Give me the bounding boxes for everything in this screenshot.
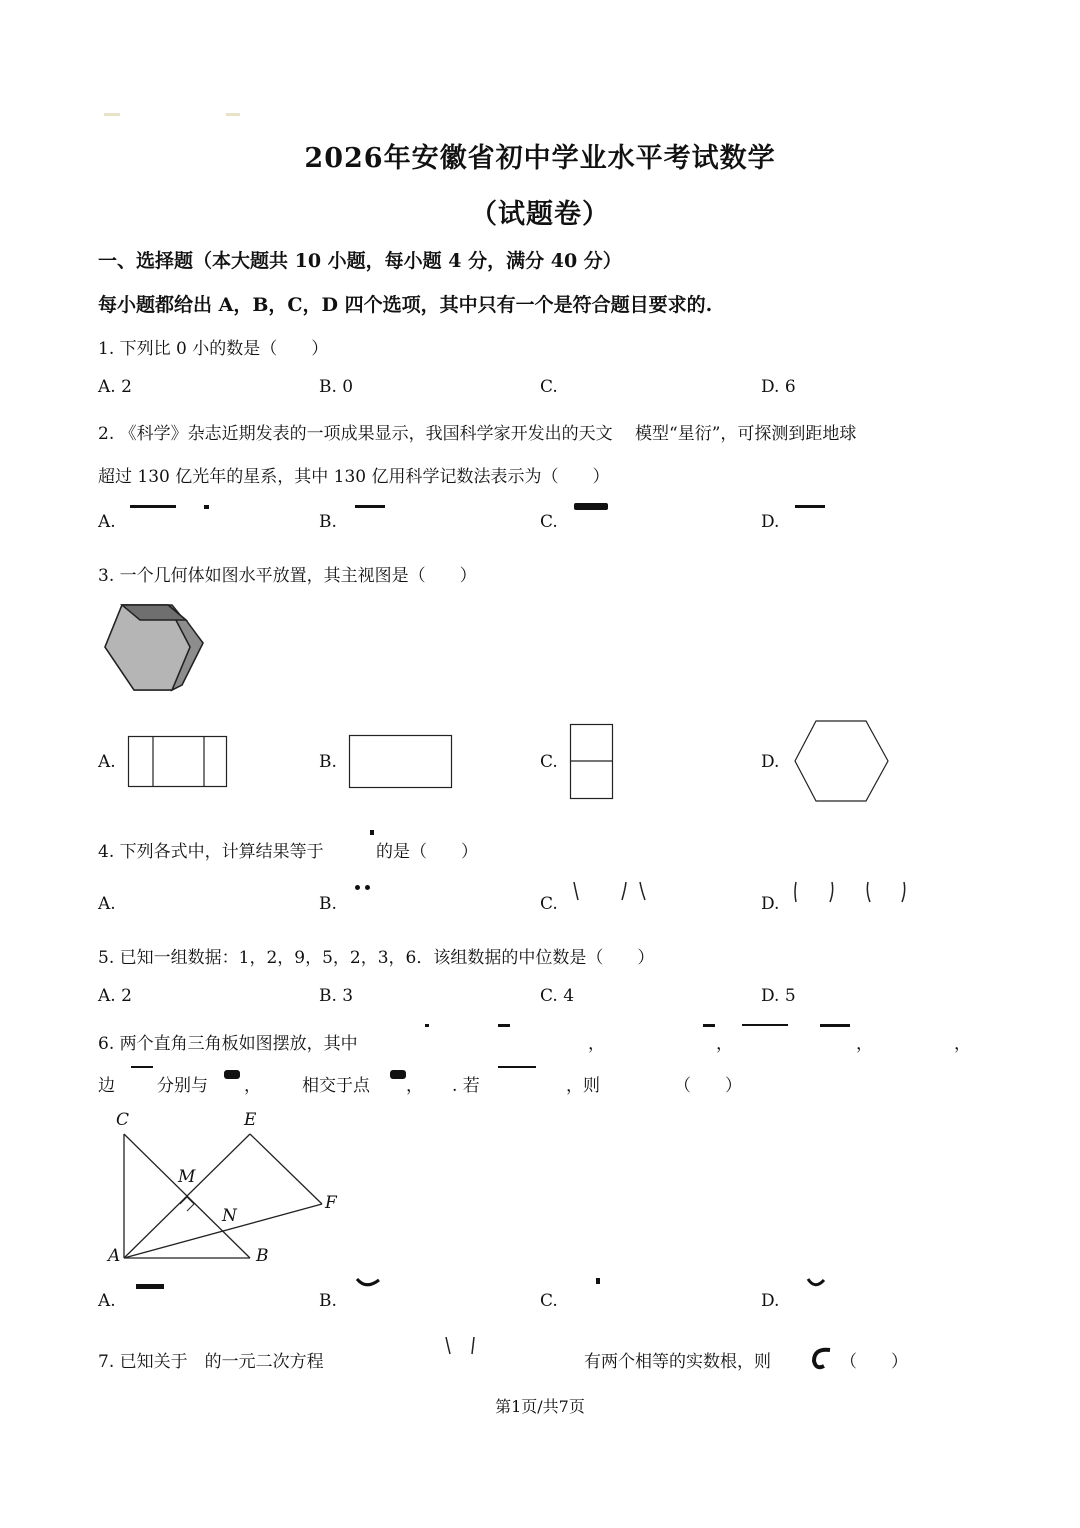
question-3-stem: 3. 一个几何体如图水平放置，其主视图是（ ） xyxy=(98,566,477,586)
page-title: 2026年安徽省初中学业水平考试数学 xyxy=(304,143,776,174)
q6-option-d: D. xyxy=(761,1291,780,1311)
q4-formula-fragment xyxy=(370,830,374,835)
hexagonal-prism-figure xyxy=(100,600,210,695)
q2-option-c: C. xyxy=(540,512,558,532)
q1-option-d: D. 6 xyxy=(761,377,796,397)
q6-stem-b6: （ ） xyxy=(674,1076,742,1096)
page-subtitle: （试题卷） xyxy=(470,199,610,230)
q4-option-a: A. xyxy=(98,894,116,914)
q2-a-formula-fragment xyxy=(130,505,176,508)
q3-option-b: B. xyxy=(319,752,337,772)
q7-formula-fragment xyxy=(810,1346,836,1372)
q4-option-c: C. xyxy=(540,894,558,914)
q6-option-b: B. xyxy=(319,1291,337,1311)
q6-d-formula-fragment xyxy=(805,1276,827,1290)
q6-label-f: F xyxy=(325,1193,337,1213)
q3-option-a: A. xyxy=(98,752,116,772)
q6-comma-6: ， xyxy=(406,1076,423,1096)
q3-option-d-figure xyxy=(794,720,890,804)
q6-label-e: E xyxy=(244,1110,257,1130)
q2-option-d: D. xyxy=(761,512,780,532)
question-7-stem-c: （ ） xyxy=(840,1352,908,1372)
q6-label-a: A xyxy=(108,1246,121,1266)
q3-option-c: C. xyxy=(540,752,558,772)
q2-d-formula-fragment xyxy=(795,505,825,508)
q4-c-formula-fragment xyxy=(570,880,650,904)
q3-option-b-figure xyxy=(349,735,453,789)
q6-stem-b1: 边 xyxy=(98,1076,115,1096)
q1-option-c: C. xyxy=(540,377,558,397)
q3-option-c-figure xyxy=(570,724,614,800)
q6-formula-fragment xyxy=(703,1024,715,1027)
section-heading: 一、选择题（本大题共 10 小题，每小题 4 分，满分 40 分） xyxy=(98,250,622,272)
scan-artifact xyxy=(226,113,240,116)
q6-comma-5: ， xyxy=(244,1076,261,1096)
q3-option-d: D. xyxy=(761,752,780,772)
q6-comma-2: ， xyxy=(716,1034,733,1054)
q6-triangle-figure xyxy=(100,1108,350,1270)
question-4-stem-b: 的是（ ） xyxy=(376,842,478,862)
q6-comma-1: ， xyxy=(588,1034,605,1054)
question-4-stem-a: 4. 下列各式中，计算结果等于 xyxy=(98,842,324,862)
q2-a-formula-fragment xyxy=(204,505,209,509)
q6-option-c: C. xyxy=(540,1291,558,1311)
q4-option-b: B. xyxy=(319,894,337,914)
q4-option-d: D. xyxy=(761,894,780,914)
question-5-stem: 5. 已知一组数据：1，2，9，5，2，3，6．该组数据的中位数是（ ） xyxy=(98,948,655,968)
q6-formula-fragment xyxy=(425,1024,429,1027)
q6-formula-fragment xyxy=(820,1024,850,1027)
q6-formula-fragment xyxy=(131,1066,153,1068)
q6-a-formula-fragment xyxy=(136,1284,164,1289)
question-2-stem-line1: 2. 《科学》杂志近期发表的一项成果显示，我国科学家开发出的天文 模型“星衍”，可探测到距地球 xyxy=(98,424,857,444)
q5-option-c: C. 4 xyxy=(540,986,575,1006)
q6-formula-fragment xyxy=(390,1070,406,1079)
q2-option-b: B. xyxy=(319,512,337,532)
q6-formula-fragment xyxy=(742,1024,788,1026)
q6-label-b: B xyxy=(256,1246,269,1266)
q5-option-d: D. 5 xyxy=(761,986,796,1006)
q4-b-formula-fragment xyxy=(355,885,360,890)
q1-option-b: B. 0 xyxy=(319,377,354,397)
q6-stem-b5: ，则 xyxy=(566,1076,600,1096)
q6-formula-fragment xyxy=(498,1024,510,1027)
q6-option-a: A. xyxy=(98,1291,116,1311)
q2-b-formula-fragment xyxy=(355,505,385,508)
q5-option-a: A. 2 xyxy=(98,986,132,1006)
q3-option-a-figure xyxy=(128,736,228,788)
q6-label-m: M xyxy=(178,1167,196,1187)
q6-label-n: N xyxy=(222,1206,237,1226)
page-number-footer: 第1页/共7页 xyxy=(495,1397,585,1416)
q2-c-formula-fragment xyxy=(574,503,608,510)
q6-stem-b3: 相交于点 xyxy=(302,1076,370,1096)
q4-d-formula-fragment xyxy=(790,878,910,908)
q6-comma-4: ， xyxy=(954,1034,971,1054)
question-6-stem-a: 6. 两个直角三角板如图摆放，其中 xyxy=(98,1034,358,1054)
question-7-stem-a: 7. 已知关于 的一元二次方程 xyxy=(98,1352,324,1372)
q6-stem-b2: 分别与 xyxy=(157,1076,208,1096)
q5-option-b: B. 3 xyxy=(319,986,354,1006)
scan-artifact xyxy=(104,113,120,116)
q6-c-formula-fragment xyxy=(596,1278,600,1284)
q7-formula-fragment xyxy=(440,1334,480,1358)
q6-stem-b4: . 若 xyxy=(452,1076,480,1096)
q2-option-a: A. xyxy=(98,512,116,532)
q6-formula-fragment xyxy=(224,1070,240,1079)
q6-label-c: C xyxy=(116,1110,130,1130)
q6-comma-3: ， xyxy=(856,1034,873,1054)
question-2-stem-line2: 超过 130 亿光年的星系，其中 130 亿用科学记数法表示为（ ） xyxy=(98,467,610,487)
q6-b-formula-fragment xyxy=(354,1276,382,1290)
q4-b-formula-fragment xyxy=(365,885,370,890)
q6-formula-fragment xyxy=(498,1066,536,1068)
question-7-stem-b: 有两个相等的实数根，则 xyxy=(584,1352,771,1372)
section-instruction: 每小题都给出 A，B，C，D 四个选项，其中只有一个是符合题目要求的. xyxy=(98,294,713,316)
question-1-stem: 1. 下列比 0 小的数是（ ） xyxy=(98,339,329,359)
q1-option-a: A. 2 xyxy=(98,377,132,397)
